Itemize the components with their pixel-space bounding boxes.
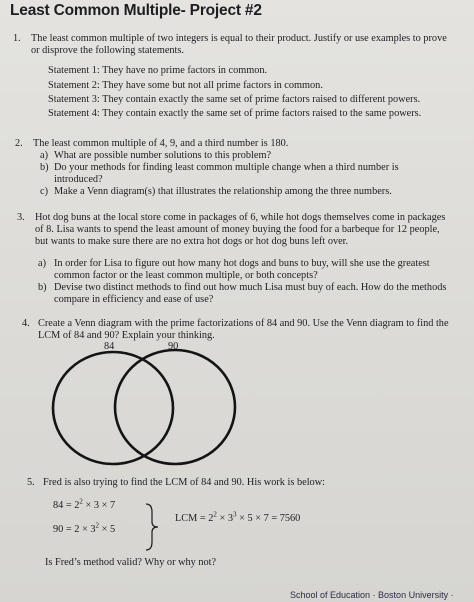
q3-a-label: a)	[38, 258, 46, 269]
fred-equation-90: $90 = 2 \times 3^2 \times 5$	[53, 521, 116, 535]
q1-number: 1.	[13, 33, 21, 44]
q1-statement-3: Statement 3: They contain exactly the same set of prime factors raised to different powers.	[48, 94, 421, 105]
q5-line-1: Fred is also trying to find the LCM of 84 and 90. His work is below:	[43, 477, 325, 488]
q3-b-line-1: Devise two distinct methods to find out how much Lisa must buy of each. How do the methods	[54, 282, 447, 293]
q4-number: 4.	[22, 318, 30, 329]
q2-a-label: a)	[40, 150, 48, 161]
q5-question: Is Fred’s method valid? Why or why not?	[45, 557, 217, 568]
q3-a-line-1: In order for Lisa to figure out how many hot dogs and buns to buy, will she use the greatest	[54, 258, 430, 269]
page-title: Least Common Multiple- Project #2	[10, 2, 262, 19]
q3-number: 3.	[17, 212, 25, 223]
q1-line-2: or disprove the following statements.	[31, 45, 184, 56]
q2-b-line-1: Do your methods for finding least common multiple change when a third number is	[54, 162, 399, 173]
q3-b-label: b)	[38, 282, 47, 293]
q1-statement-2: Statement 2: They have some but not all prime factors in common.	[48, 80, 323, 91]
footer-institution: School of Education · Boston University ·	[290, 590, 454, 600]
venn-circle-84	[53, 352, 173, 464]
venn-circle-90	[115, 350, 235, 464]
q3-a-line-2: common factor or the least common multiple, or both concepts?	[54, 270, 318, 281]
q2-c-label: c)	[40, 186, 48, 197]
q5-number: 5.	[27, 477, 35, 488]
brace-shape	[146, 504, 158, 550]
fred-lcm-result: LCM = $2^2 \times 3^3 \times 5 \times 7 = 7560$	[175, 510, 301, 524]
q2-number: 2.	[15, 138, 23, 149]
q2-a-text: What are possible number solutions to this problem?	[54, 150, 272, 161]
q4-line-1: Create a Venn diagram with the prime factorizations of 84 and 90. Use the Venn diagram to find the	[38, 318, 449, 329]
fred-equation-84: $84 = 2^2 \times 3 \times 7$	[53, 497, 116, 511]
q2-c-text: Make a Venn diagram(s) that illustrates the relationship among the three numbers.	[54, 186, 392, 197]
q2-b-label: b)	[40, 162, 49, 173]
q3-line-2: of 8. Lisa wants to spend the least amount of money buying the food for a barbeque for 12 people,	[35, 224, 440, 235]
q1-line-1: The least common multiple of two integers is equal to their product. Justify or use examples to prove	[31, 33, 447, 44]
venn-label-90: 90	[168, 341, 179, 352]
q2-line-1: The least common multiple of 4, 9, and a third number is 180.	[33, 138, 289, 149]
q4-line-2: LCM of 84 and 90? Explain your thinking.	[38, 330, 215, 341]
q1-statement-1: Statement 1: They have no prime factors in common.	[48, 65, 268, 76]
q2-b-line-2: introduced?	[54, 174, 103, 185]
q3-line-3: but wants to make sure there are no extra hot dogs or hot dog buns left over.	[35, 236, 349, 247]
q1-statement-4: Statement 4: They contain exactly the same set of prime factors raised to the same powers.	[48, 108, 422, 119]
venn-label-84: 84	[104, 341, 115, 352]
q3-line-1: Hot dog buns at the local store come in packages of 6, while hot dogs themselves come in packages	[35, 212, 446, 223]
q3-b-line-2: compare in efficiency and ease of use?	[54, 294, 214, 305]
